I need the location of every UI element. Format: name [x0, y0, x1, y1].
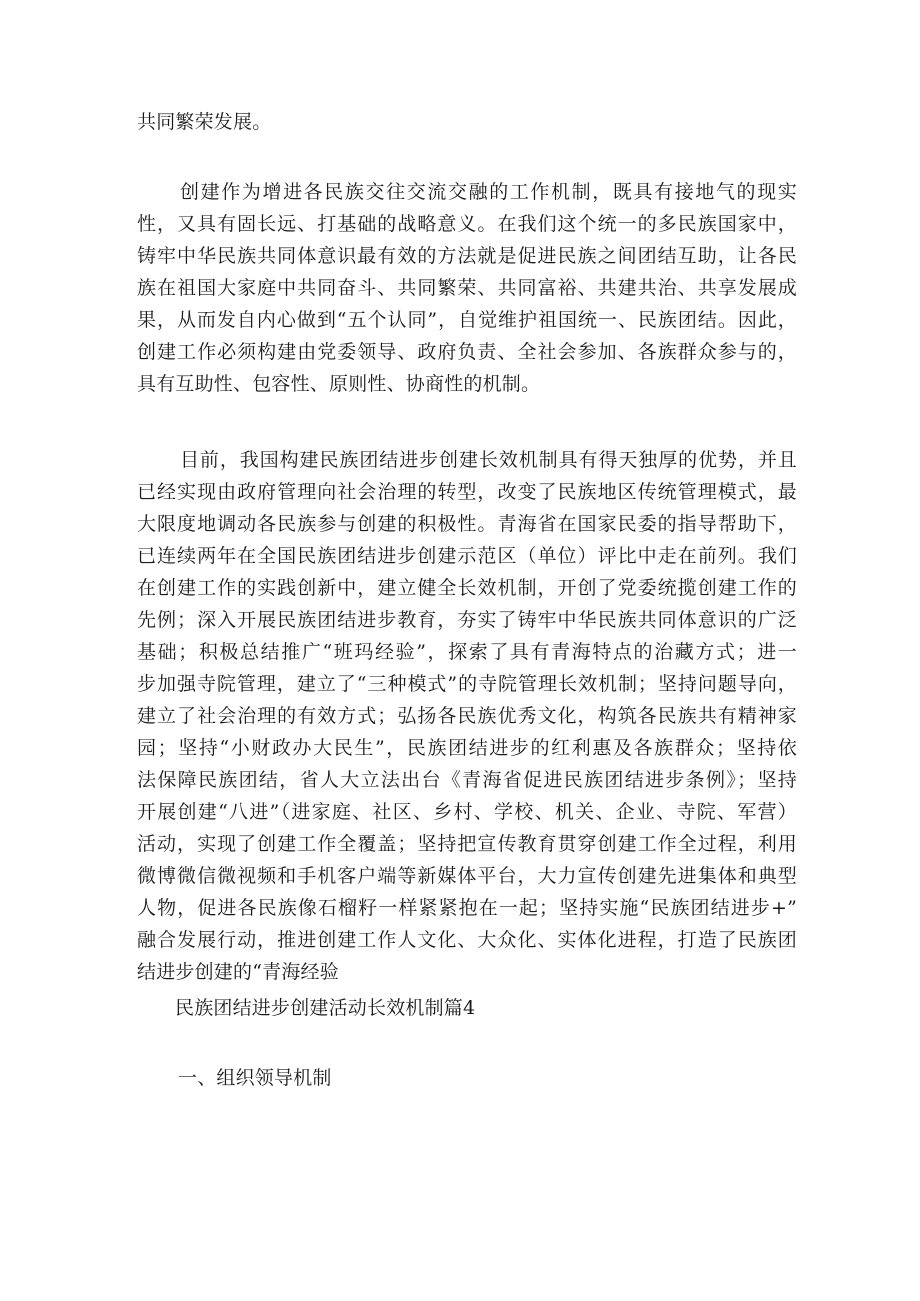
text-line: 已经实现由政府管理向社会治理的转型，改变了民族地区传统管理模式，最 — [137, 481, 797, 503]
text-line: 创建工作必须构建由党委领导、政府负责、全社会参加、各族群众参与的， — [137, 341, 797, 363]
text-line: 在创建工作的实践创新中，建立健全长效机制，开创了党委统揽创建工作的 — [137, 577, 797, 599]
text-line: 步加强寺院管理，建立了“三种模式”的寺院管理长效机制；坚持问题导向， — [137, 673, 797, 695]
text-line: 具有互助性、包容性、原则性、协商性的机制。 — [137, 373, 541, 395]
text-line: 铸牢中华民族共同体意识最有效的方法就是促进民族之间团结互助，让各民 — [137, 245, 797, 267]
text-line: 创建作为增进各民族交往交流交融的工作机制，既具有接地气的现实 — [180, 181, 797, 203]
text-line: 融合发展行动，推进创建工作人文化、大众化、实体化进程，打造了民族团 — [137, 929, 797, 951]
text-line: 已连续两年在全国民族团结进步创建示范区（单位）评比中走在前列。我们 — [137, 545, 797, 567]
text-line: 建立了社会治理的有效方式；弘扬各民族优秀文化，构筑各民族共有精神家 — [137, 705, 797, 727]
text-line: 目前，我国构建民族团结进步创建长效机制具有得天独厚的优势，并且 — [180, 449, 797, 471]
section-heading: 民族团结进步创建活动长效机制篇4 — [175, 997, 476, 1019]
text-line: 大限度地调动各民族参与创建的积极性。青海省在国家民委的指导帮助下， — [137, 513, 797, 535]
text-line: 结进步创建的“青海经验 — [137, 961, 339, 983]
text-line: 园；坚持“小财政办大民生”，民族团结进步的红利惠及各族群众；坚持依 — [137, 737, 797, 759]
text-line: 开展创建“八进”（进家庭、社区、乡村、学校、机关、企业、寺院、军营） — [137, 801, 797, 823]
text-line: 基础；积极总结推广“班玛经验”，探索了具有青海特点的治藏方式；进一 — [137, 641, 797, 663]
text-line: 微博微信微视频和手机客户端等新媒体平台，大力宣传创建先进集体和典型 — [137, 865, 797, 887]
text-line: 共同繁荣发展。 — [137, 111, 272, 133]
text-line: 族在祖国大家庭中共同奋斗、共同繁荣、共同富裕、共建共治、共享发展成 — [137, 277, 797, 299]
text-line: 先例；深入开展民族团结进步教育，夯实了铸牢中华民族共同体意识的广泛 — [137, 609, 797, 631]
text-line: 人物，促进各民族像石榴籽一样紧紧抱在一起；坚持实施“民族团结进步+” — [137, 897, 797, 919]
text-line: 性，又具有固长远、打基础的战略意义。在我们这个统一的多民族国家中， — [137, 213, 797, 235]
text-line: 活动，实现了创建工作全覆盖；坚持把宣传教育贯穿创建工作全过程，利用 — [137, 833, 797, 855]
subsection-heading: 一、组织领导机制 — [178, 1067, 332, 1089]
text-line: 果，从而发自内心做到“五个认同”，自觉维护祖国统一、民族团结。因此， — [137, 309, 797, 331]
text-line: 法保障民族团结，省人大立法出台《青海省促进民族团结进步条例》；坚持 — [137, 769, 797, 791]
